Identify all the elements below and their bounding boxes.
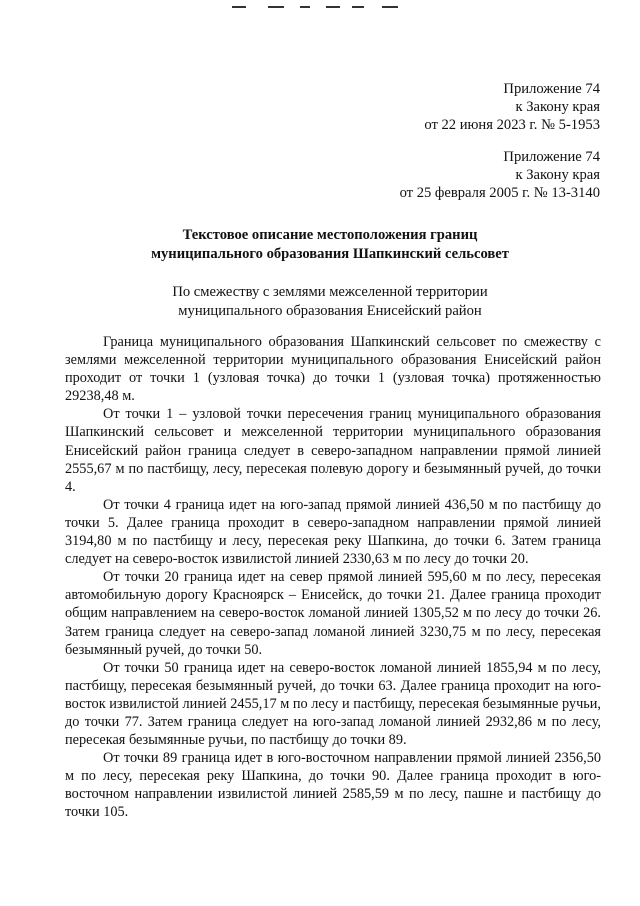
title-line: муниципального образования Шапкинский сельсовет	[151, 246, 509, 262]
appendix-current-reference	[424, 80, 600, 134]
document-title	[60, 226, 600, 264]
subtitle-line: По смежеству с землями межселенной территории	[172, 284, 488, 300]
subtitle-line: муниципального образования Енисейский район	[178, 303, 482, 319]
section-subtitle	[60, 283, 600, 321]
appendix-date: от 25 февраля 2005 г. № 13-3140	[399, 185, 600, 201]
appendix-law: к Закону края	[515, 99, 600, 115]
document-body	[65, 333, 601, 822]
appendix-original-reference	[400, 148, 600, 202]
body-paragraph: От точки 20 граница идет на север прямой линией 595,60 м по лесу, пересекая автомобильную дорогу Красноярск – Енисейск, до точки 21. Далее граница проходит общим направлением на северо-восток ломаной линией 1305,52 м по лесу до точки 26. Затем граница следует на северо-запад ломаной линией 3230,75 м по лесу, пересекая безымянный ручей, до точки 50.	[65, 569, 601, 658]
appendix-date: от 22 июня 2023 г. № 5-1953	[424, 117, 600, 133]
body-paragraph: Граница муниципального образования Шапкинский сельсовет по смежеству с землями межселенной территории муниципального образования Енисейский район проходит от точки 1 (узловая точка) до точки 1 (узловая точка) протяженностью 29238,48 м.	[65, 334, 601, 405]
scan-mark	[382, 6, 398, 8]
body-paragraph: От точки 1 – узловой точки пересечения границ муниципального образования Шапкинский сельсовет и межселенной территории муниципального образования Енисейский район граница следует в северо-западном направлении прямой линией 2555,67 м по пастбищу, лесу, пересекая полевую дорогу и безымянный ручей, до точки 4.	[65, 406, 601, 495]
scan-mark	[326, 6, 340, 8]
body-paragraph: От точки 89 граница идет в юго-восточном направлении прямой линией 2356,50 м по лесу, пересекая реку Шапкина, до точки 90. Далее граница проходит в юго-восточном направлении извилистой линией 2585,59 м по лесу, пашне и пастбищу до точки 105.	[65, 750, 601, 821]
appendix-number: Приложение 74	[503, 149, 600, 165]
title-line: Текстовое описание местоположения границ	[182, 227, 478, 243]
scan-mark	[232, 6, 246, 8]
appendix-number: Приложение 74	[503, 81, 600, 97]
scan-mark	[268, 6, 284, 8]
appendix-law: к Закону края	[515, 167, 600, 183]
body-paragraph: От точки 50 граница идет на северо-восток ломаной линией 1855,94 м по лесу, пастбищу, пересекая безымянный ручей, до точки 63. Далее граница проходит на юго-восток извилистой линией 2455,17 м по лесу и пастбищу, пересекая безымянные ручьи, до точки 77. Затем граница следует на юго-запад ломаной линией 2932,86 м по лесу, пересекая безымянные ручьи, по пастбищу до точки 89.	[65, 659, 601, 749]
body-paragraph: От точки 4 граница идет на юго-запад прямой линией 436,50 м по пастбищу до точки 5. Далее граница проходит в северо-западном направлении прямой линией 3194,80 м по пастбищу и лесу, пересекая реку Шапкина, до точки 6. Затем граница следует на северо-восток извилистой линией 2330,63 м по лесу до точки 20.	[65, 496, 601, 568]
scan-mark	[300, 6, 310, 8]
scan-mark	[352, 6, 364, 8]
scan-edge-marks	[0, 6, 640, 10]
